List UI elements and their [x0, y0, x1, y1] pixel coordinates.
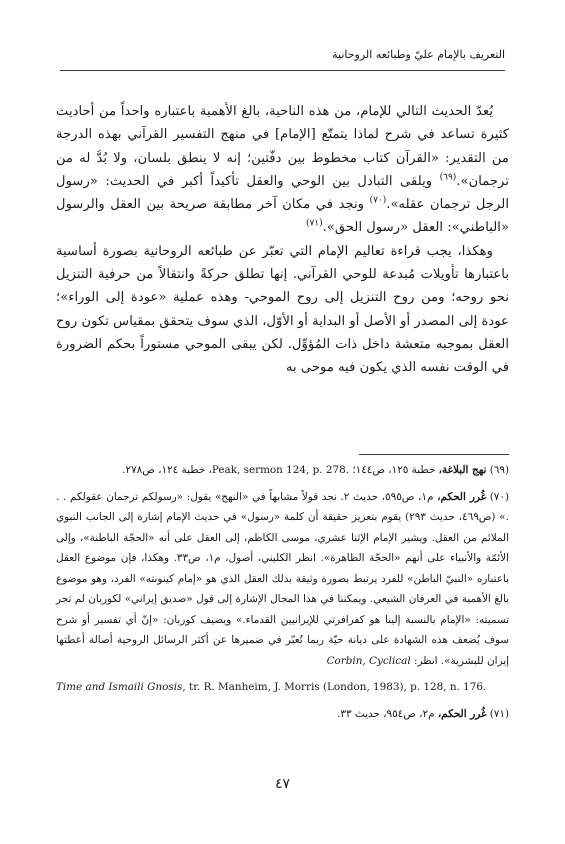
footnote-71-text: م٢، ص٩٥٤، حديث ٣٣. [337, 707, 438, 720]
main-text [56, 100, 509, 380]
footnote-ref-70: (٧٠) [369, 195, 387, 206]
footnote-71-source: غُرر الحكم، [437, 707, 487, 720]
running-head: التعريف بالإمام عليّ وطبائعه الروحانية [332, 48, 505, 61]
paragraph-2: وهكذا، يجب قراءة تعاليم الإمام التي تعبّر عن طبائعه الروحانية بصورة أساسية باعتبارها تأويلات مُبدعة للوحي القرآني. إنها تطلق حركةً وانتقالاً من حرفية التنزيل نحو روحه؛ ومن روح التنزيل إلى روح الموحي- وهذه عملية «عودة إلى الوراء»؛ عودة إلى المصدر أو الأصل أو البداية أو الأوّل، الذي سوف يتحقق بمقياس تكون روح العقل بموجبه متعشة داخل ذات المُؤوِّل. لكن يبقى الموحي مستوراً بحكم الضرورة في الوقت نفسه الذي يكون فيه موحى به [56, 243, 509, 376]
footnote-70 [56, 487, 509, 672]
footnote-70-number: (٧٠) [489, 490, 509, 503]
paragraph-1-text-b: ويلقى التبادل بين الوحي والعقل تأكيداً أكبر في الحديث: «رسول الرجل ترجمان عقله». [56, 173, 509, 213]
paragraph-1 [56, 100, 509, 240]
footnote-69-source: نهج البلاغة، [438, 464, 487, 476]
footnote-70-citation-author [327, 655, 411, 667]
footnotes [56, 460, 509, 730]
footnote-70-citation [56, 677, 509, 698]
footnote-71-number: (٧١) [489, 707, 509, 720]
footnote-ref-71: (٧١) [305, 219, 323, 230]
citation-author-title: Corbin, Cyclical [326, 654, 411, 667]
paragraph-1-text-a: يُعدّ الحديث التالي للإمام، من هذه الناحية، بالغ الأهمية باعتباره واحداً من أحاديث كثيرة تساعد في شرح لماذا يتمتّع [الإمام] في منهج التفسير القرآني بهذه الدرجة من التقدير: «القرآن كتاب مخطوط بين دفّتين؛ إنه لا ينطق بلسان، ولا بُدَّ له من ترجمان». [56, 104, 509, 189]
paragraph-1-text-c: ونجد في مكان آخر مطابقة صريحة بين العقل والرسول «الباطني»: العقل «رسول الحق». [56, 197, 509, 236]
footnote-69 [56, 460, 509, 481]
footnote-69-number: (٦٩) [489, 464, 509, 476]
page-number: ٤٧ [274, 776, 291, 792]
footnote-70-text: م١، ص٥٩٥، حديث ٢. نجد قولاً مشابهاً في «النهج» يقول: «رسولكم ترجمان عقولكم . . .» (ص٤٦٩، حديث ٢٩٣) يقوم بتعزيز حقيقة أن كلمة «رسول» في حديث الإمام إشارة إلى الجانب النبوي الملائم من العقل. ويشير الإمام الإثنا عشري، موسى الكاظم، إلى العقل على أنه «الحجّة الباطنة»، وإلى الأئمّة والأنبياء على أنهم «الحجّة الظاهرة». انظر الكليني، أصول، م١، ص٣٣. وهكذا، فإن موضوع العقل باعتباره «النبيّ الباطن» للفرد يرتبط بصورة وثيقة بذلك العقل الذي هو «إمام كينونته» الفرد، وهو موضوع بالغ الأهمية في العرفان الشيعي. ويمكننا في هذا المجال الإشارة إلى قول «صديق إيراني» لكوربان لم تجر تسميته: «الإمام بالنسبة إلينا هو كفرافرتي للإيرانيين القدماء.» ويضيف كوربان: «إنّ أي تفسير أو شرح سوف يُضعف هذه الشهادة على ديانة حيّة ربما تُعبّر في ضميرها عن أكثر الرسائل الروحية أصالة أعطتها إيران للبشرية». انظر: [56, 490, 509, 667]
citation-details: , tr. R. Manheim, J. Morris (London, 1983), p. 128, n. 176. [182, 681, 487, 693]
header-rule [60, 70, 505, 71]
citation-title: Time and Ismaili Gnosis [56, 681, 183, 693]
footnote-71 [56, 704, 509, 725]
footnote-ref-69: (٦٩) [439, 172, 457, 183]
footnote-69-text: خطبة ١٢٥، ص١٤٤؛ .Peak, sermon 124, p. 278، خطبة ١٢٤، ص٢٧٨. [122, 464, 439, 476]
footnote-70-source: غُرر الحكم، [437, 490, 487, 503]
footnote-rule [359, 454, 509, 455]
